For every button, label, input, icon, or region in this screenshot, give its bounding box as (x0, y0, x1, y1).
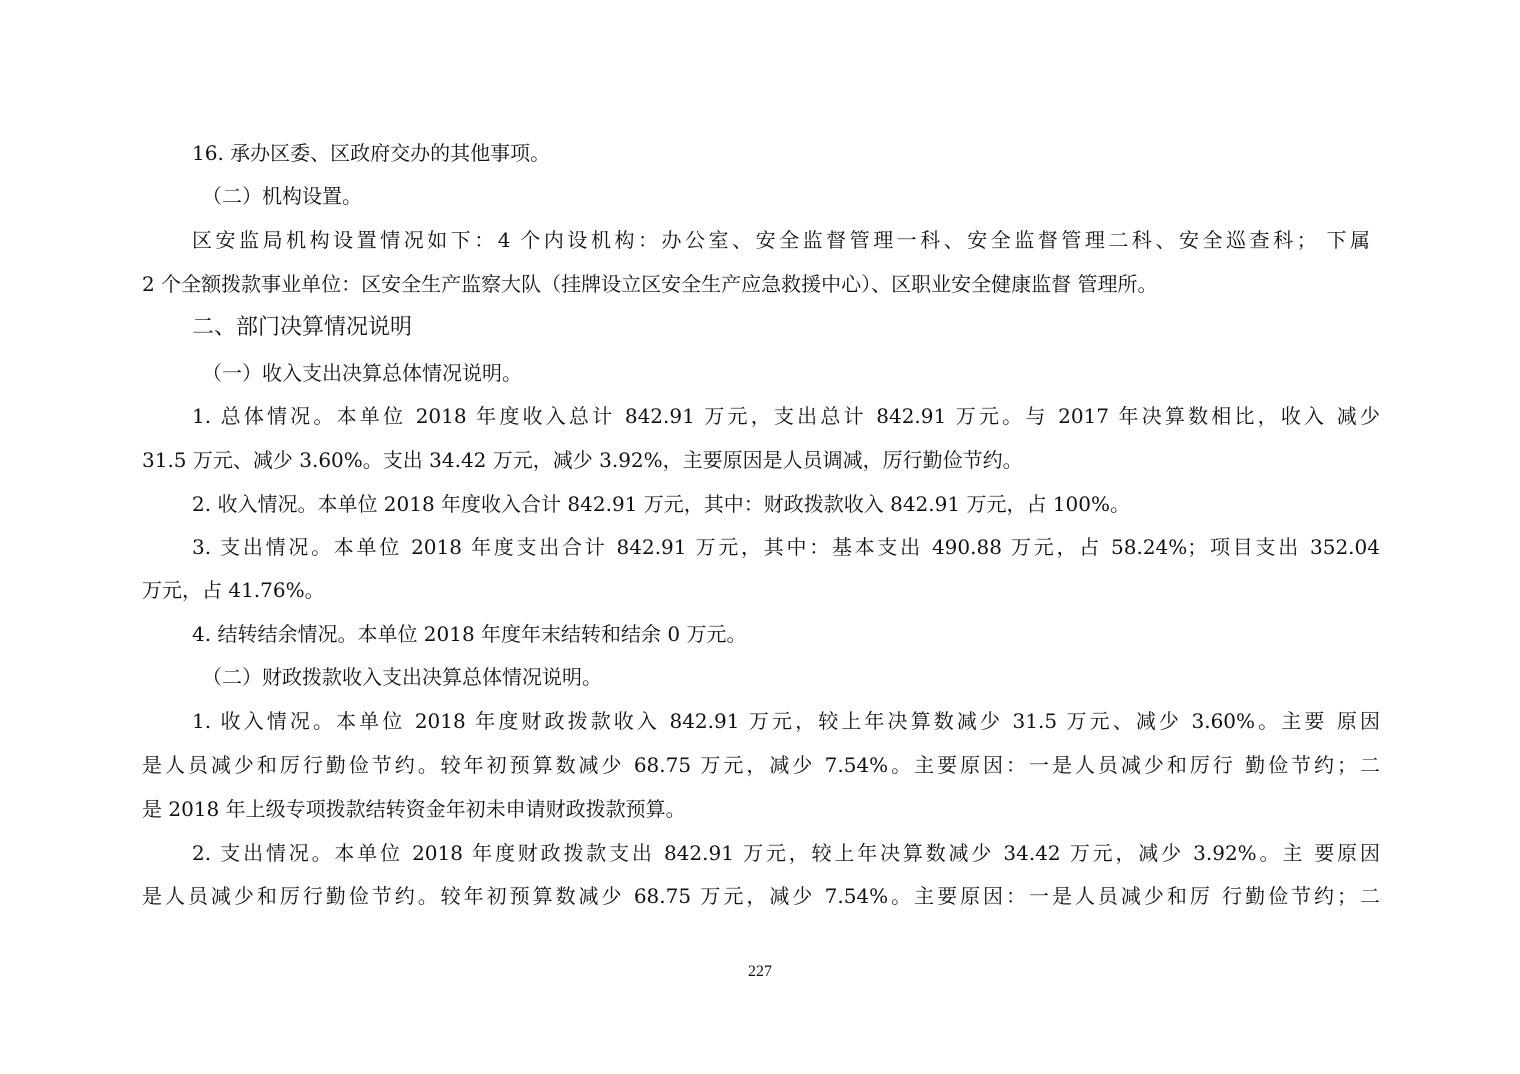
overall-situation-line-2: 31.5 万元、减少 3.60%。支出 34.42 万元，减少 3.92%，主要原因是人员调减，厉行勤俭节约。 (142, 448, 1023, 472)
page-number: 227 (748, 963, 772, 980)
expense-situation-line-1: 3. 支出情况。本单位 2018 年度支出合计 842.91 万元，其中：基本支出 490.88 万元，占 58.24%；项目支出 352.04 (192, 535, 1380, 559)
expense-situation-line-2: 万元，占 41.76%。 (142, 578, 325, 602)
fiscal-expense-line-2: 是人员减少和厉行勤俭节约。较年初预算数减少 68.75 万元，减少 7.54%。主要原因：一是人员减少和厉 行勤俭节约；二 (142, 884, 1380, 908)
fiscal-income-line-2: 是人员减少和厉行勤俭节约。较年初预算数减少 68.75 万元，减少 7.54%。主要原因：一是人员减少和厉行 勤俭节约；二 (142, 753, 1380, 777)
income-situation-line: 2. 收入情况。本单位 2018 年度收入合计 842.91 万元，其中：财政拨款收入 842.91 万元，占 100%。 (192, 492, 1130, 516)
section-org-setup-heading: （二）机构设置。 (202, 184, 362, 208)
fiscal-expense-line-1: 2. 支出情况。本单位 2018 年度财政拨款支出 842.91 万元，较上年决算数减少 34.42 万元，减少 3.92%。主 要原因 (192, 841, 1380, 865)
subsection-income-expense-overview: （一）收入支出决算总体情况说明。 (202, 361, 522, 385)
subsection-fiscal-appropriation-overview: （二）财政拨款收入支出决算总体情况说明。 (202, 665, 602, 689)
fiscal-income-line-1: 1. 收入情况。本单位 2018 年度财政拨款收入 842.91 万元，较上年决算数减少 31.5 万元、减少 3.60%。主要 原因 (192, 709, 1380, 733)
org-setup-paragraph-line-2: 2 个全额拨款事业单位：区安全生产监察大队（挂牌设立区安全生产应急救援中心）、区职业安全健康监督 管理所。 (142, 272, 1158, 296)
fiscal-income-line-3: 是 2018 年上级专项拨款结转资金年初未申请财政拨款预算。 (142, 797, 686, 821)
section-final-accounts-heading: 二、部门决算情况说明 (192, 315, 413, 340)
item-16-line: 16. 承办区委、区政府交办的其他事项。 (192, 141, 551, 165)
overall-situation-line-1: 1. 总体情况。本单位 2018 年度收入总计 842.91 万元，支出总计 842.91 万元。与 2017 年决算数相比，收入 减少 (192, 404, 1380, 428)
org-setup-paragraph-line-1: 区安监局机构设置情况如下：4 个内设机构：办公室、安全监督管理一科、安全监督管理二科、安全巡查科； 下属 (192, 228, 1370, 252)
carryover-balance-line: 4. 结转结余情况。本单位 2018 年度年末结转和结余 0 万元。 (192, 622, 747, 646)
